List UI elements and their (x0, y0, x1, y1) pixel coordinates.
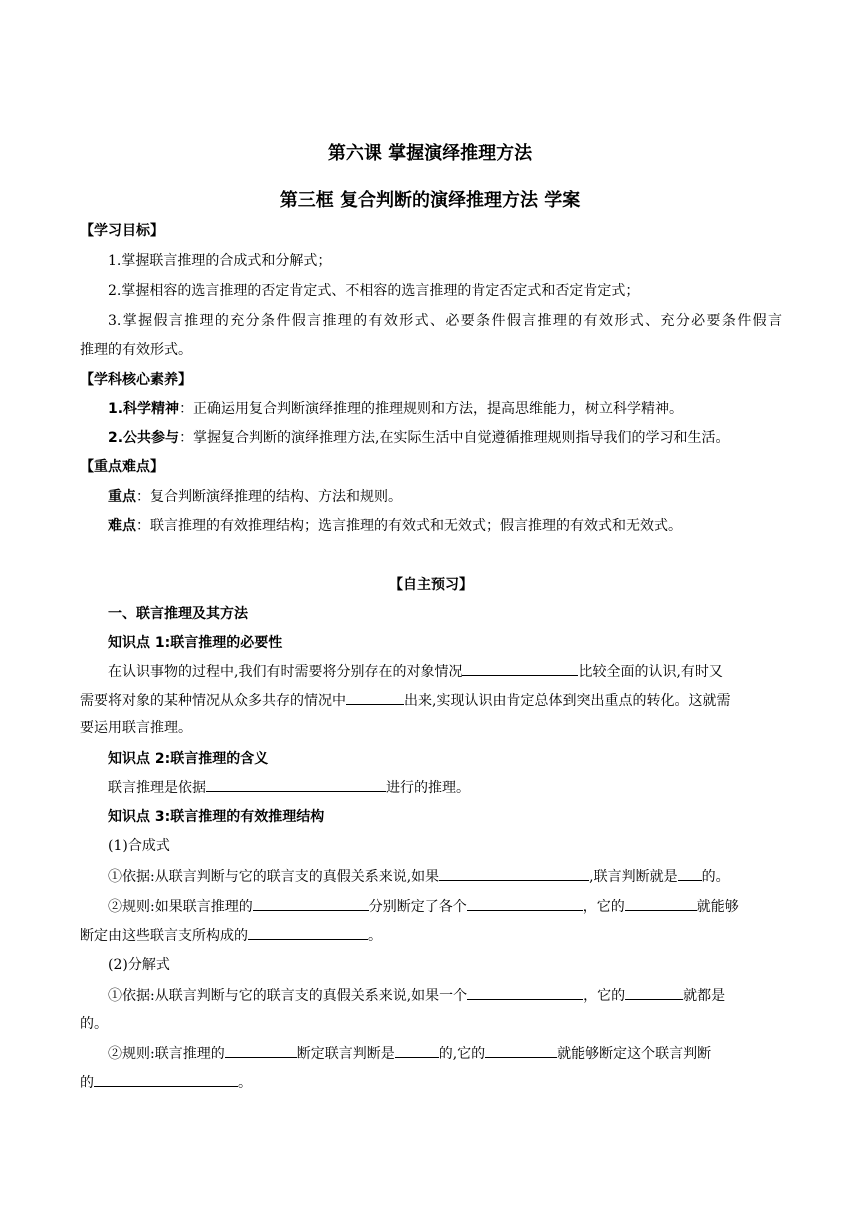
fill-blank[interactable] (467, 896, 583, 911)
literacy-item-2-label: 2.公共参与 (108, 430, 180, 446)
synthesis-rule (80, 896, 782, 917)
d4-text-b: 。 (238, 1075, 252, 1091)
objectives-heading: 【学习目标】 (80, 223, 164, 239)
fill-blank[interactable] (625, 985, 683, 1000)
synthesis-basis (80, 866, 782, 887)
knowledge-1-title: 知识点 1:联言推理的必要性 (108, 635, 283, 651)
objective-item-3-cont: 推理的有效形式。 (80, 342, 192, 358)
k2-text-b: 进行的推理。 (386, 780, 470, 796)
synthesis-heading: (1)合成式 (108, 838, 170, 854)
section-title: 第三框 复合判断的演绎推理方法 学案 (279, 190, 581, 211)
d4-text-a: 的 (80, 1075, 94, 1091)
fill-blank[interactable] (206, 777, 386, 792)
keypoint-hard-label: 难点 (108, 518, 136, 534)
decomposition-rule-cont (80, 1072, 782, 1093)
d1-text-b: ，它的 (583, 988, 626, 1004)
s2-text-c: ，它的 (582, 899, 625, 915)
keypoint-key (80, 487, 782, 507)
keypoint-key-text: ：复合判断演绎推理的结构、方法和规则。 (136, 489, 402, 505)
literacy-item-1-text: ：正确运用复合判断演绎推理的推理规则和方法，提高思维能力，树立科学精神。 (179, 401, 684, 417)
fill-blank[interactable] (467, 985, 583, 1000)
s3-text-a: 断定由这些联言支所构成的 (80, 928, 248, 944)
preview-heading: 【自主预习】 (389, 577, 473, 593)
fill-blank[interactable] (485, 1043, 557, 1058)
fill-blank[interactable] (462, 661, 578, 676)
d3-text-b: 断定联言判断是 (296, 1046, 395, 1062)
decomposition-basis-cont: 的。 (80, 1016, 108, 1032)
fill-blank[interactable] (678, 866, 702, 881)
k1-text-2a: 需要将对象的某种情况从众多共存的情况中 (80, 693, 346, 709)
fill-blank[interactable] (253, 896, 369, 911)
lesson-title: 第六课 掌握演绎推理方法 (327, 143, 533, 164)
k1-line-3: 要运用联言推理。 (80, 720, 192, 736)
fill-blank[interactable] (225, 1043, 297, 1058)
literacy-heading: 【学科核心素养】 (80, 372, 192, 388)
k2-line (80, 777, 782, 798)
d3-text-a: ②规则:联言推理的 (108, 1046, 225, 1062)
s2-text-a: ②规则:如果联言推理的 (108, 899, 253, 915)
s1-text-b: ,联言判断就是 (589, 869, 678, 885)
section-1-heading: 一、联言推理及其方法 (108, 606, 248, 622)
s3-text-b: 。 (368, 928, 382, 944)
k1-text-1b: 比较全面的认识,有时又 (578, 664, 723, 680)
objective-item-3: 3.掌握假言推理的充分条件假言推理的有效形式、必要条件假言推理的有效形式、充分必要条件假言 (108, 313, 782, 329)
d3-text-d: 就能够断定这个联言判断 (557, 1046, 712, 1062)
k2-text-a: 联言推理是依据 (108, 780, 206, 796)
k1-text-2b: 出来,实现认识由肯定总体到突出重点的转化。这就需 (404, 693, 731, 709)
k1-line-1 (80, 661, 782, 682)
knowledge-2-title: 知识点 2:联言推理的含义 (108, 751, 269, 767)
knowledge-3-title: 知识点 3:联言推理的有效推理结构 (108, 809, 325, 825)
synthesis-rule-cont (80, 925, 782, 946)
literacy-item-1 (80, 399, 782, 419)
keypoints-heading: 【重点难点】 (80, 459, 164, 475)
fill-blank[interactable] (395, 1043, 439, 1058)
decomposition-rule (80, 1043, 782, 1064)
d1-text-a: ①依据:从联言判断与它的联言支的真假关系来说,如果一个 (108, 988, 468, 1004)
d3-text-c: 的,它的 (438, 1046, 486, 1062)
fill-blank[interactable] (346, 690, 404, 705)
keypoint-hard-text: ：联言推理的有效推理结构；选言推理的有效式和无效式；假言推理的有效式和无效式。 (136, 518, 682, 534)
d1-text-c: 就都是 (683, 988, 726, 1004)
literacy-item-2 (80, 428, 782, 448)
fill-blank[interactable] (248, 925, 368, 940)
objective-item-2: 2.掌握相容的选言推理的否定肯定式、不相容的选言推理的肯定否定式和否定肯定式； (108, 283, 640, 299)
fill-blank[interactable] (94, 1072, 238, 1087)
s1-text-c: 的。 (701, 869, 730, 885)
s2-text-d: 就能够 (696, 899, 739, 915)
k1-text-1a: 在认识事物的过程中,我们有时需要将分别存在的对象情况 (108, 664, 463, 680)
s2-text-b: 分别断定了各个 (368, 899, 467, 915)
k1-line-2 (80, 690, 782, 711)
decomposition-basis (80, 985, 782, 1006)
keypoint-key-label: 重点 (108, 489, 136, 505)
fill-blank[interactable] (625, 896, 697, 911)
objective-item-1: 1.掌握联言推理的合成式和分解式； (108, 253, 332, 269)
s1-text-a: ①依据:从联言判断与它的联言支的真假关系来说,如果 (108, 869, 440, 885)
fill-blank[interactable] (439, 866, 589, 881)
literacy-item-1-label: 1.科学精神 (108, 401, 180, 417)
keypoint-hard (80, 516, 782, 536)
decomposition-heading: (2)分解式 (108, 957, 170, 973)
literacy-item-2-text: ：掌握复合判断的演绎推理方法,在实际生活中自觉遵循推理规则指导我们的学习和生活。 (179, 430, 730, 446)
